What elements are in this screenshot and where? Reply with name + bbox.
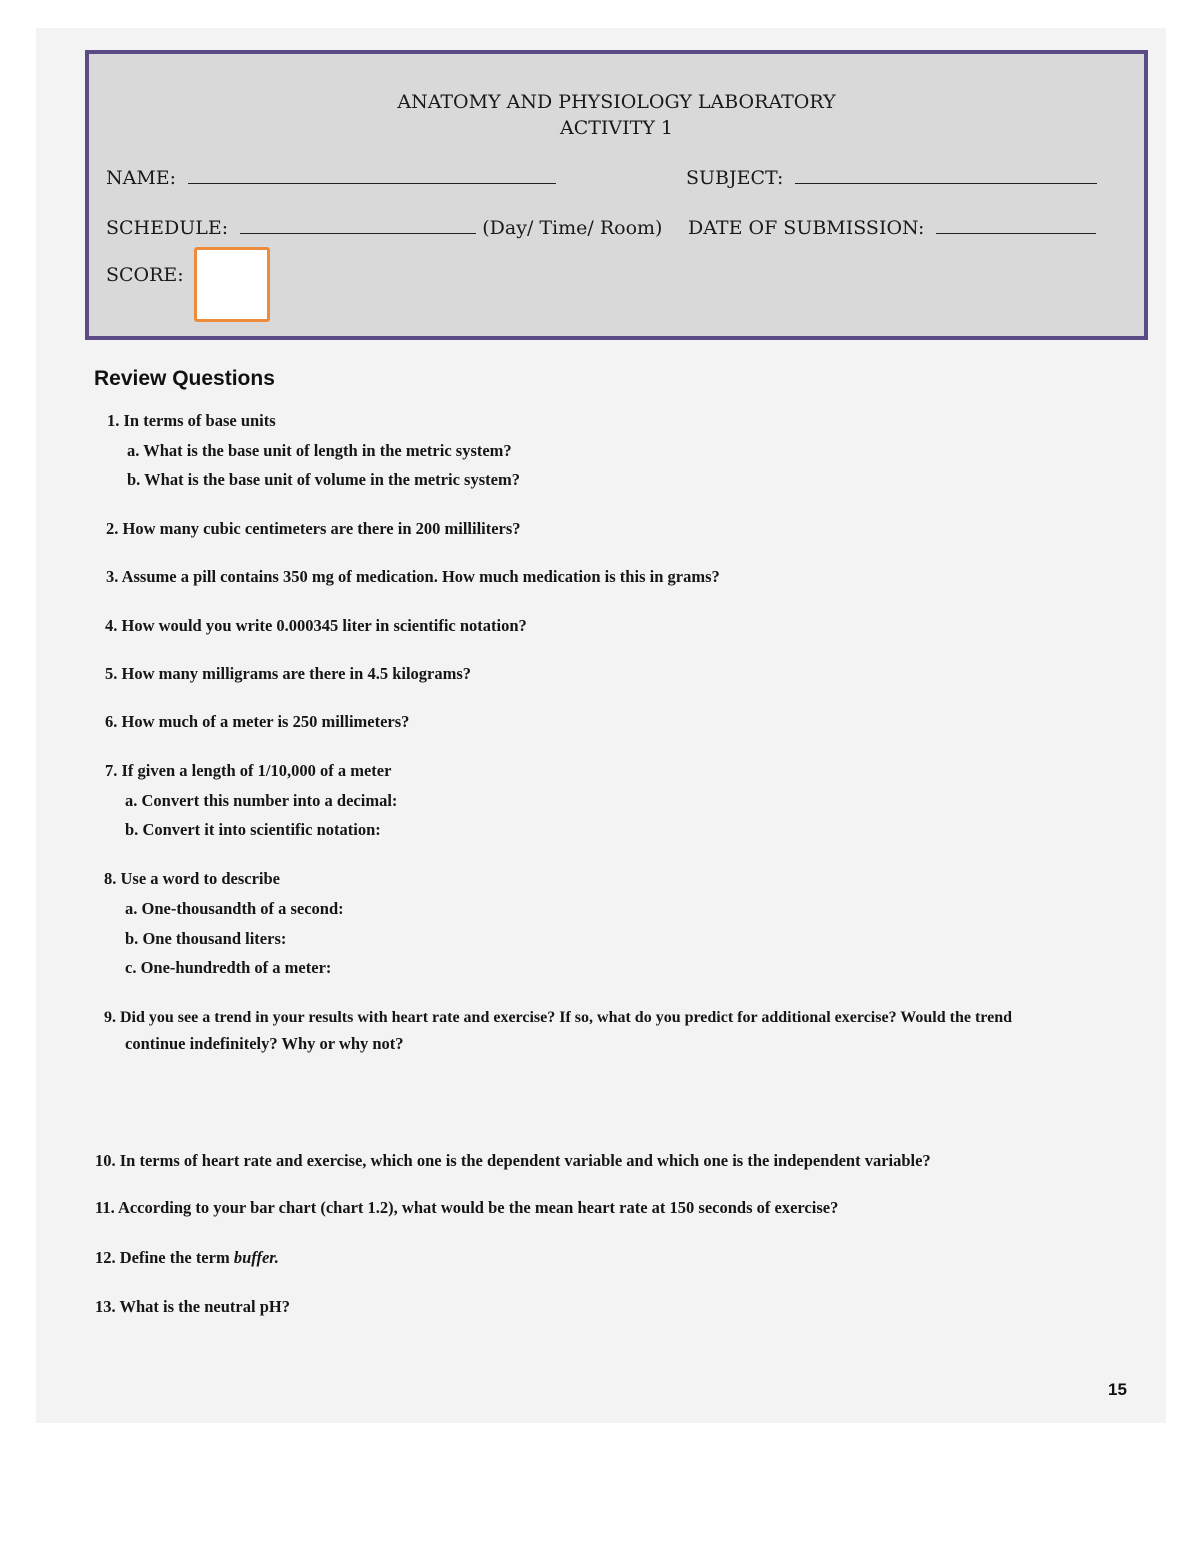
question-1: 1. In terms of base units: [107, 411, 276, 430]
question-8: 8. Use a word to describe: [104, 869, 280, 888]
question-2: 2. How many cubic centimeters are there in 200 milliliters?: [106, 519, 521, 538]
activity-title: ACTIVITY 1: [559, 117, 673, 139]
schedule-label: SCHEDULE:: [106, 217, 229, 239]
question-7a: a. Convert this number into a decimal:: [125, 791, 398, 810]
question-7b: b. Convert it into scientific notation:: [125, 820, 381, 839]
subject-row: [686, 165, 1097, 189]
question-1a: a. What is the base unit of length in the metric system?: [127, 441, 512, 460]
question-13: 13. What is the neutral pH?: [95, 1297, 290, 1316]
subject-label: SUBJECT:: [686, 167, 784, 189]
question-8b: b. One thousand liters:: [125, 929, 287, 948]
date-label: DATE OF SUBMISSION:: [688, 217, 925, 239]
score-box[interactable]: [194, 247, 270, 322]
review-questions-heading: Review Questions: [94, 367, 275, 390]
subject-field[interactable]: [795, 165, 1097, 184]
date-field[interactable]: [936, 215, 1096, 234]
name-label: NAME:: [106, 167, 177, 189]
lab-title: ANATOMY AND PHYSIOLOGY LABORATORY: [397, 91, 836, 113]
question-10: 10. In terms of heart rate and exercise, which one is the dependent variable and which one is the independent variable?: [95, 1151, 931, 1170]
question-9: 9. Did you see a trend in your results with heart rate and exercise? If so, what do you predict for additional exercise? Would the trend: [104, 1009, 1013, 1026]
question-8c: c. One-hundredth of a meter:: [125, 958, 332, 977]
name-row: [106, 165, 556, 189]
question-9-continued: continue indefinitely? Why or why not?: [125, 1034, 404, 1053]
question-8a: a. One-thousandth of a second:: [125, 899, 344, 918]
name-field[interactable]: [188, 165, 556, 184]
page-number: 15: [1108, 1380, 1127, 1399]
question-1b: b. What is the base unit of volume in the metric system?: [127, 470, 520, 489]
score-label: SCORE:: [106, 264, 184, 286]
question-6: 6. How much of a meter is 250 millimeters?: [105, 712, 410, 731]
question-4: 4. How would you write 0.000345 liter in scientific notation?: [105, 616, 527, 635]
question-12: 12. Define the term buffer.: [95, 1248, 279, 1267]
schedule-hint: (Day/ Time/ Room): [482, 217, 663, 239]
schedule-field[interactable]: [240, 215, 476, 234]
question-5: 5. How many milligrams are there in 4.5 kilograms?: [105, 664, 472, 683]
student-info-header: [85, 50, 1148, 340]
date-row: [688, 215, 1096, 239]
schedule-row: [106, 215, 662, 239]
question-11: 11. According to your bar chart (chart 1.2), what would be the mean heart rate at 150 seconds of exercise?: [95, 1198, 839, 1217]
question-7: 7. If given a length of 1/10,000 of a meter: [105, 761, 392, 780]
question-3: 3. Assume a pill contains 350 mg of medication. How much medication is this in grams?: [106, 567, 720, 586]
